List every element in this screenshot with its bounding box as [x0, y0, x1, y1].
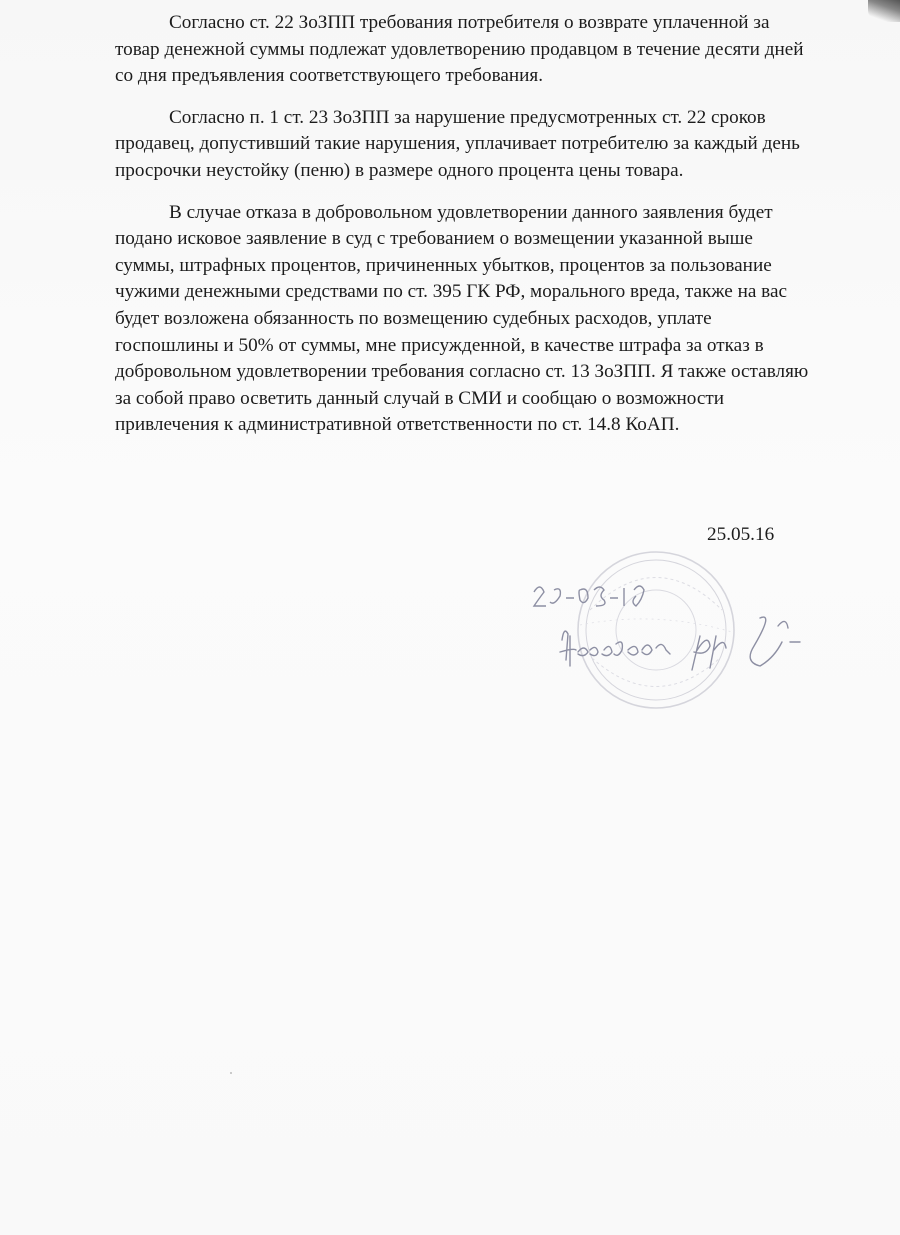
signature-area: [520, 540, 860, 710]
document-body: [115, 10, 815, 454]
paper-speck: [230, 1072, 232, 1074]
store-stamp: [578, 552, 734, 708]
paragraph-penalty: Согласно п. 1 ст. 23 ЗоЗПП за нарушение предусмотренных ст. 22 сроков продавец, допустивший такие нарушения, уплачивает потребителю за каждый день просрочки неустойку (пеню) в размере одного процента цены товара.: [115, 106, 800, 181]
stamp-and-signature: [520, 540, 860, 710]
page-corner-fold: [868, 0, 900, 22]
document-date: 25.05.16: [707, 524, 775, 545]
paragraph-refund-deadline: Согласно ст. 22 ЗоЗПП требования потребителя о возврате уплаченной за товар денежной суммы подлежат удовлетворению продавцом в течение десяти дней со дня предъявления соответствующего требования.: [115, 12, 804, 87]
paragraph-court-claim: В случае отказа в добровольном удовлетворении данного заявления будет подано исковое заявление в суд с требованием о возмещении указанной выше суммы, штрафных процентов, причиненных убытков, процентов за пользование чужими денежными средствами по ст. 395 ГК РФ, морального вреда, также на вас будет возложена обязанность по возмещению судебных расходов, уплате госпошлины и 50% от суммы, мне присужденной, в качестве штрафа за отказ в добровольном удовлетворении требования согласно ст. 13 ЗоЗПП. Я также оставляю за собой право осветить данный случай в СМИ и сообщаю о возможности привлечения к административной ответственности по ст. 14.8 КоАП.: [115, 201, 809, 436]
